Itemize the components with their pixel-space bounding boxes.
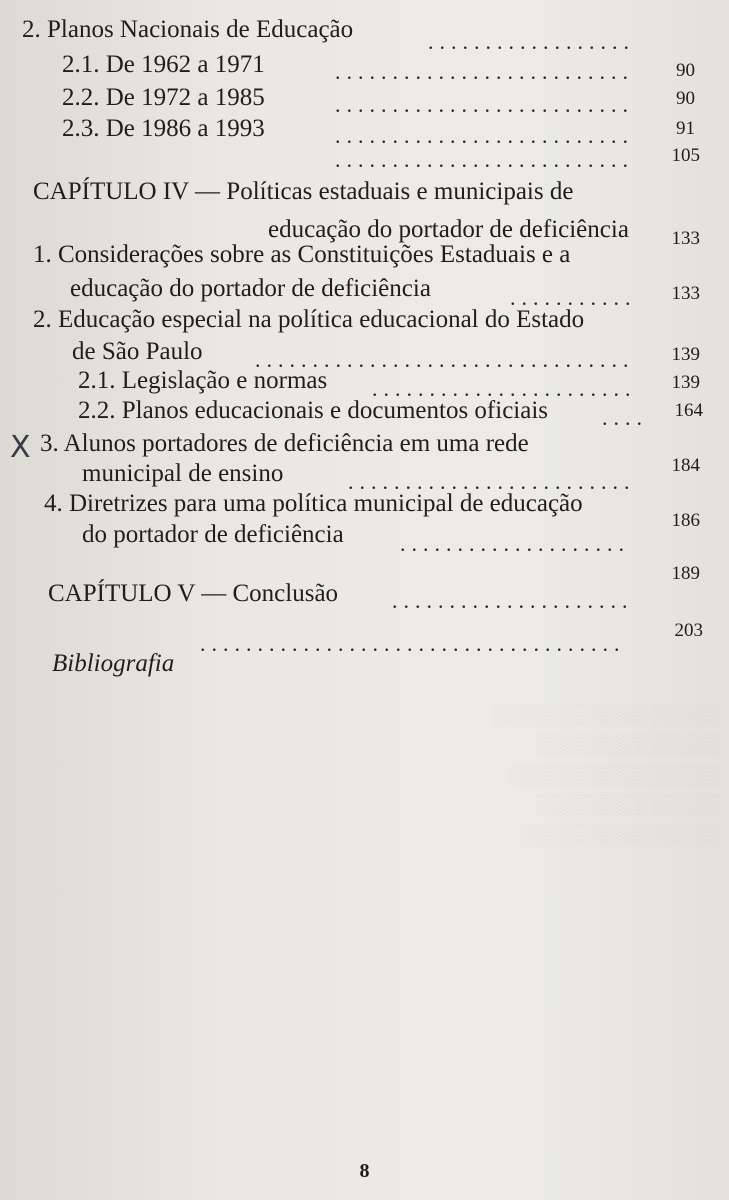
page-number: 203: [674, 620, 703, 641]
chapter-4-title-line1: CAPÍTULO IV — Políticas estaduais e municipais de: [33, 178, 574, 205]
leader-dots: .....................: [392, 588, 634, 613]
toc-entry-2-1: 2.1. De 1962 a 1971: [62, 51, 265, 78]
page-number: 133: [671, 283, 700, 304]
toc-entry-2-3: 2.3. De 1986 a 1993: [62, 115, 265, 142]
toc-entry-iv-2-line1: 2. Educação especial na política educacional do Estado: [33, 306, 585, 333]
page-number: 189: [671, 563, 700, 584]
toc-entry-iv-2-1: 2.1. Legislação e normas: [78, 367, 328, 394]
page-number: 164: [674, 400, 703, 421]
leader-dots: ..........................: [335, 92, 634, 117]
toc-entry-iv-1-line1: 1. Considerações sobre as Constituições Estaduais e a: [33, 241, 571, 268]
page-number: 91: [676, 118, 695, 139]
folio-page-number: 8: [359, 1160, 370, 1182]
leader-dots: ..........................: [335, 147, 634, 172]
page-number: 139: [671, 372, 700, 393]
toc-entry-iv-4-line2: do portador de deficiência: [82, 521, 344, 548]
toc-entry-2-2: 2.2. De 1972 a 1985: [62, 84, 265, 111]
page-number: 90: [676, 60, 695, 81]
handwritten-x-mark: X: [10, 430, 31, 465]
toc-entry-planos-nacionais: 2. Planos Nacionais de Educação: [22, 16, 354, 43]
bibliography-title: Bibliografia: [52, 650, 175, 677]
toc-entry-iv-3-line1: 3. Alunos portadores de deficiência em uma rede: [40, 430, 529, 457]
page-number: 184: [671, 455, 700, 476]
toc-entry-iv-2-line2: de São Paulo: [72, 338, 203, 365]
toc-entry-iv-3-line2: municipal de ensino: [82, 460, 284, 487]
leader-dots: .................................: [255, 347, 635, 372]
bleed-through-text: ░░░░░░░░░░░░░░░░ ░░░░░░░░░░░░░ ░░░░░░░░░░░░░░░ ░░░░░░░░░░░░░ ░░░░░░░░░░░░░░: [493, 704, 720, 846]
toc-entry-iv-1-line2: educação do portador de deficiência: [70, 275, 431, 302]
chapter-5-title: CAPÍTULO V — Conclusão: [48, 580, 339, 607]
leader-dots: .......................: [372, 376, 637, 401]
toc-entry-iv-4-line1: 4. Diretrizes para uma política municipal de educação: [44, 490, 583, 517]
page-number: 139: [671, 344, 700, 365]
page-number: 90: [676, 88, 695, 109]
leader-dots: ...........: [510, 285, 637, 310]
leader-dots: ..........................: [335, 59, 634, 84]
page-number: 133: [671, 228, 700, 249]
leader-dots: .........................: [348, 469, 636, 494]
page-number: 105: [671, 145, 700, 166]
toc-entry-iv-2-2: 2.2. Planos educacionais e documentos oficiais: [78, 397, 549, 424]
chapter-4-title-line2: educação do portador de deficiência: [268, 216, 629, 243]
leader-dots: ..................: [428, 29, 635, 54]
page-number: 186: [671, 510, 700, 531]
leader-dots: ....: [602, 405, 648, 430]
leader-dots: .....................................: [200, 631, 626, 656]
leader-dots: ..........................: [335, 123, 634, 148]
leader-dots: ....................: [400, 531, 630, 556]
